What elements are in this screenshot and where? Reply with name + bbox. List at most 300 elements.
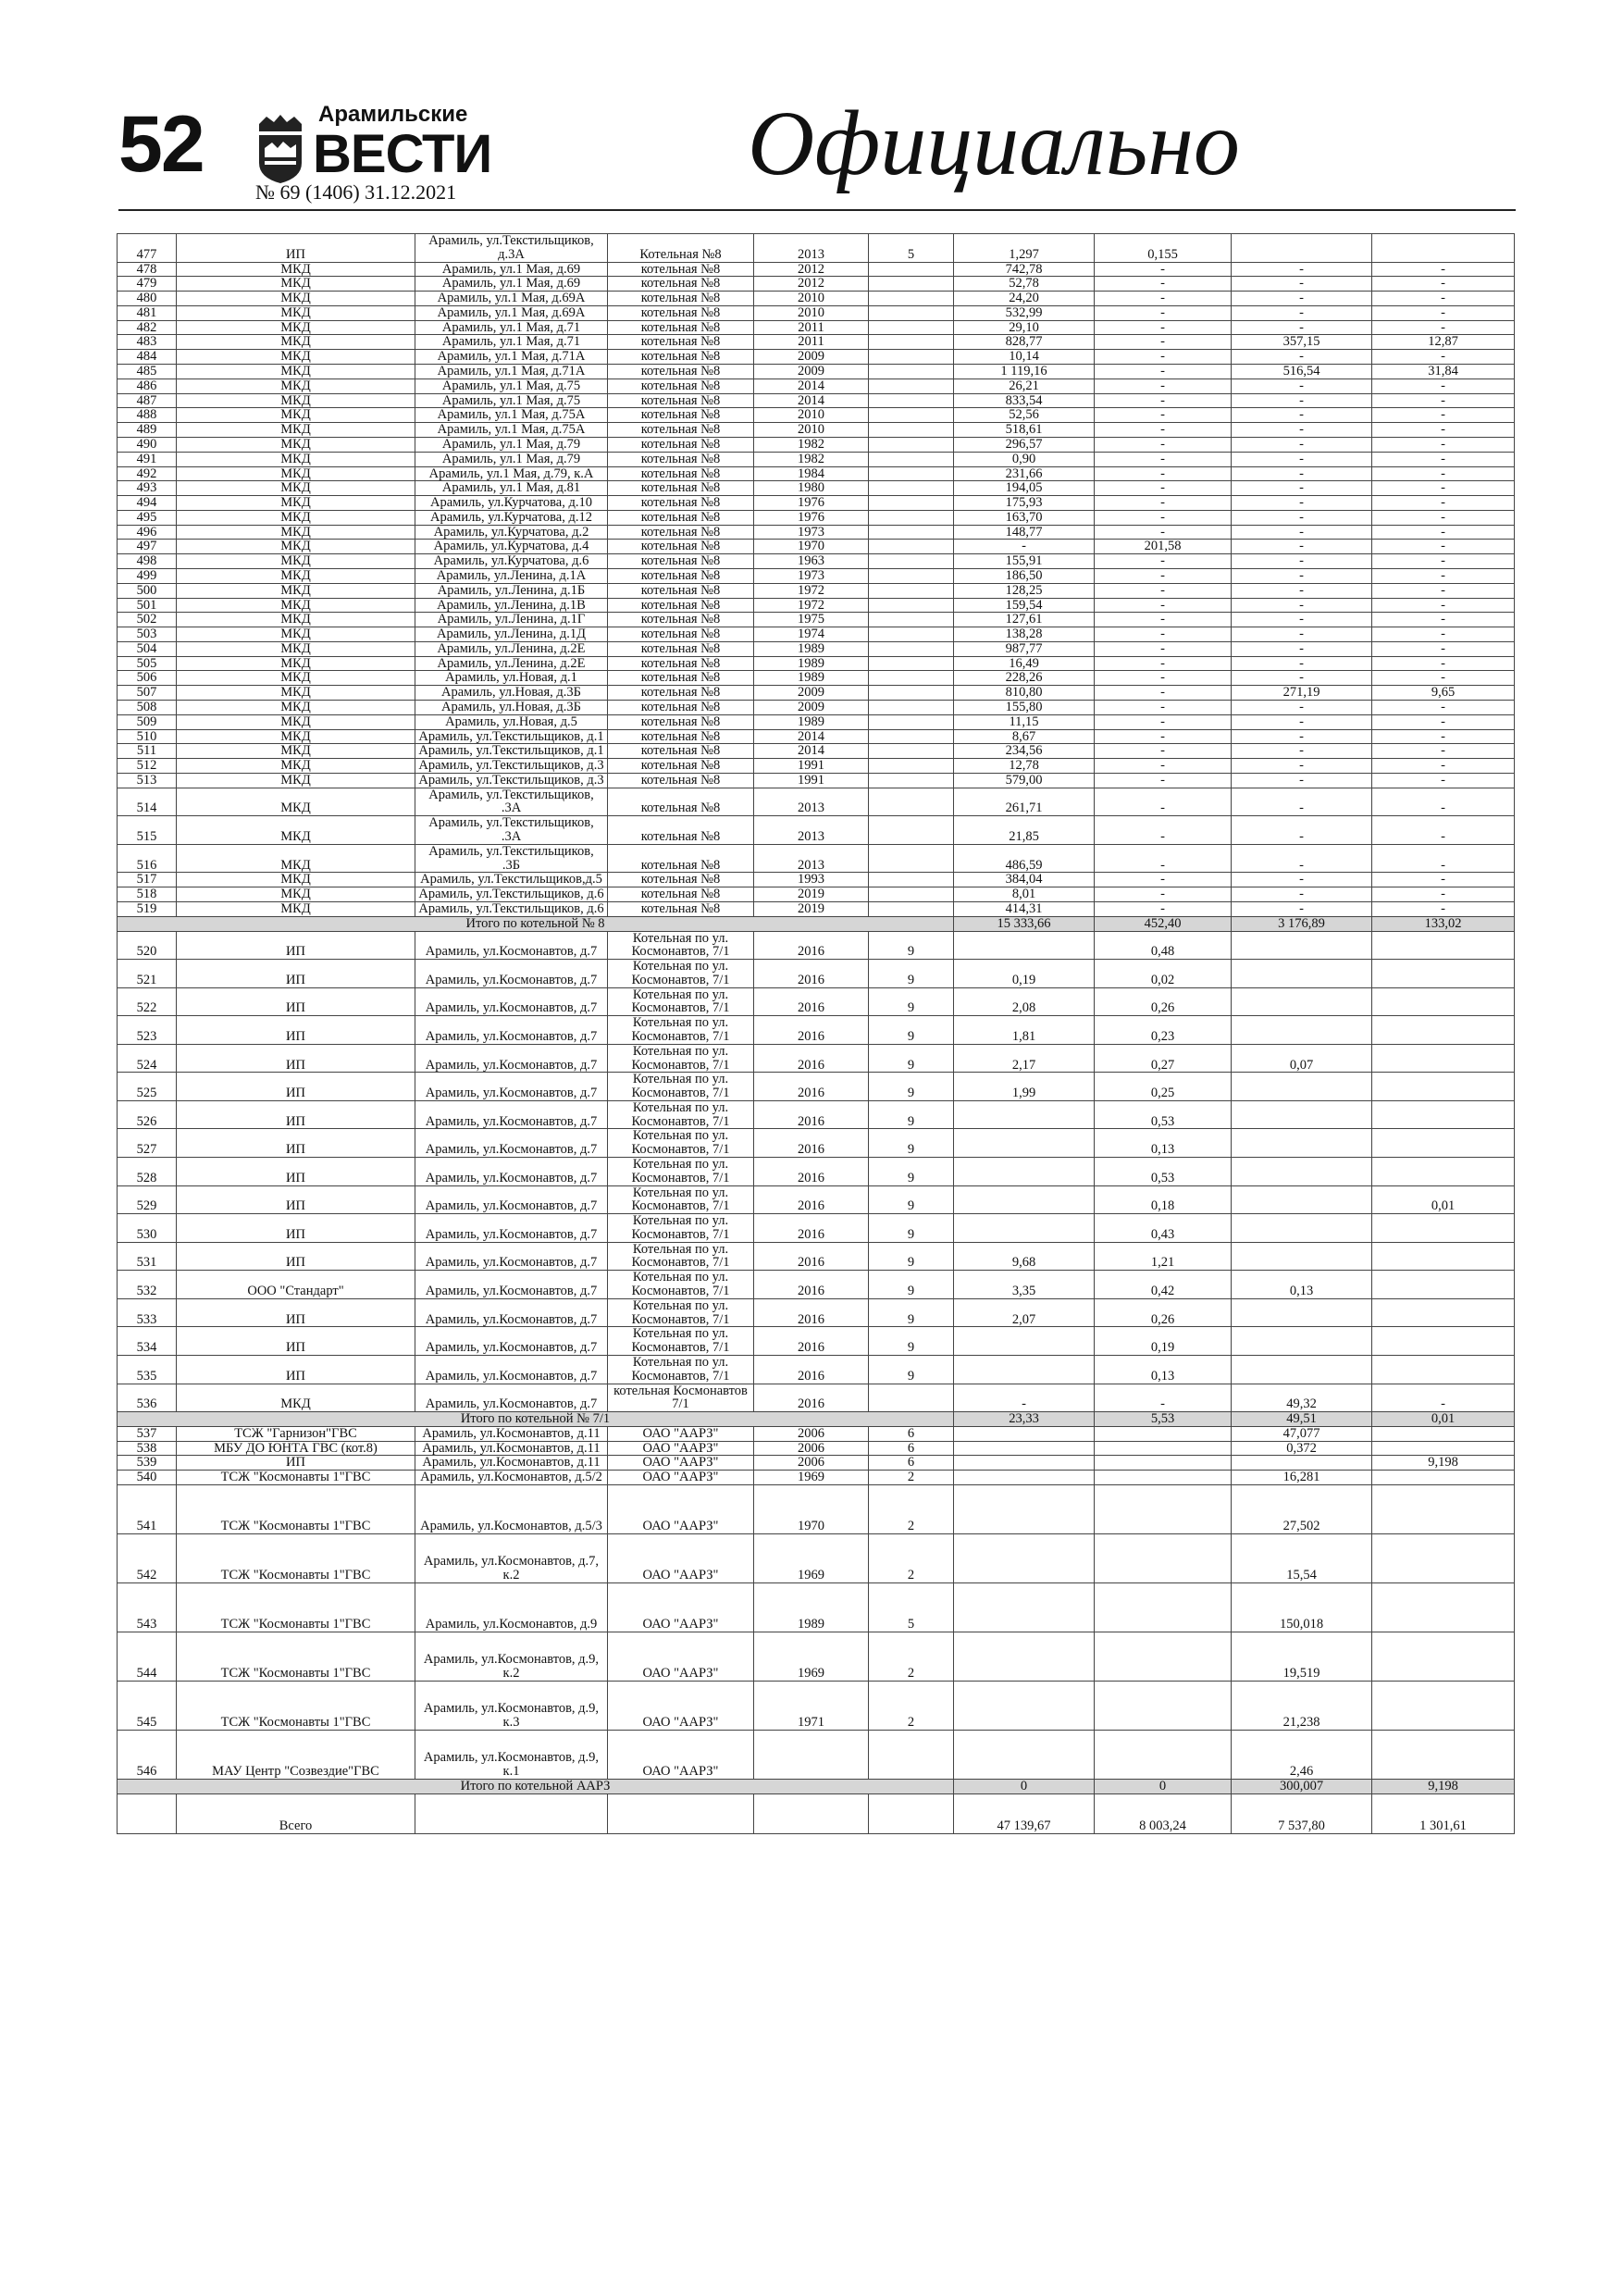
address: Арамиль, ул.Текстильщиков, д.6 <box>415 901 608 916</box>
floors <box>869 452 954 466</box>
value-1: 234,56 <box>954 744 1095 759</box>
floors <box>869 365 954 379</box>
table-row <box>118 701 1515 715</box>
table-row <box>118 423 1515 438</box>
year: 2014 <box>754 729 869 744</box>
address: Арамиль, ул.1 Мая, д.71 <box>415 335 608 350</box>
address: Арамиль, ул.1 Мая, д.69 <box>415 277 608 292</box>
value-3: - <box>1232 729 1372 744</box>
address: Арамиль, ул.Космонавтов, д.7 <box>415 1327 608 1356</box>
row-number: 500 <box>118 583 177 598</box>
address: Арамиль, ул.1 Мая, д.79 <box>415 452 608 466</box>
year: 1975 <box>754 613 869 627</box>
value-4: - <box>1372 568 1515 583</box>
value-1: 148,77 <box>954 525 1095 540</box>
year: 2016 <box>754 1214 869 1243</box>
address: Арамиль, ул.Текстильщиков, д.6 <box>415 887 608 902</box>
floors <box>869 568 954 583</box>
value-2: - <box>1095 554 1232 569</box>
value-3: - <box>1232 393 1372 408</box>
value-3: 19,519 <box>1232 1632 1372 1681</box>
heat-source: ОАО "ААРЗ" <box>608 1471 754 1485</box>
consumer-type: МКД <box>177 773 415 788</box>
row-number: 540 <box>118 1471 177 1485</box>
consumer-type: МКД <box>177 671 415 686</box>
value-1 <box>954 1185 1095 1214</box>
heat-source: котельная №8 <box>608 598 754 613</box>
row-number: 489 <box>118 423 177 438</box>
row-number: 525 <box>118 1073 177 1101</box>
value-2 <box>1095 1426 1232 1441</box>
address: Арамиль, ул.Космонавтов, д.7 <box>415 1355 608 1384</box>
value-2: 0,19 <box>1095 1327 1232 1356</box>
floors <box>869 773 954 788</box>
value-4 <box>1372 234 1515 263</box>
empty-cell <box>415 1793 608 1833</box>
value-4: - <box>1372 510 1515 525</box>
row-number: 477 <box>118 234 177 263</box>
year: 2009 <box>754 701 869 715</box>
value-3: - <box>1232 305 1372 320</box>
year: 1993 <box>754 873 869 887</box>
heat-source: котельная №8 <box>608 816 754 845</box>
value-3: - <box>1232 671 1372 686</box>
value-3 <box>1232 1242 1372 1271</box>
table-row <box>118 305 1515 320</box>
coat-of-arms-icon <box>255 111 305 185</box>
table-row <box>118 393 1515 408</box>
value-3: 27,502 <box>1232 1484 1372 1533</box>
value-1: 175,93 <box>954 496 1095 511</box>
value-4: - <box>1372 277 1515 292</box>
value-1: 518,61 <box>954 423 1095 438</box>
address: Арамиль, ул.Космонавтов, д.7 <box>415 1073 608 1101</box>
heat-source: котельная №8 <box>608 466 754 481</box>
value-3: - <box>1232 656 1372 671</box>
value-4: - <box>1372 305 1515 320</box>
table-row <box>118 262 1515 277</box>
value-1 <box>954 931 1095 960</box>
total-value-1: 0 <box>954 1779 1095 1793</box>
row-number: 532 <box>118 1271 177 1299</box>
table-row <box>118 671 1515 686</box>
value-4: - <box>1372 350 1515 365</box>
row-number: 508 <box>118 701 177 715</box>
address: Арамиль, ул.Текстильщиков, .3Б <box>415 844 608 873</box>
year: 2016 <box>754 1185 869 1214</box>
value-3: 21,238 <box>1232 1681 1372 1730</box>
value-4: - <box>1372 437 1515 452</box>
value-1: 384,04 <box>954 873 1095 887</box>
consumer-type: МКД <box>177 686 415 701</box>
brand-main: ВЕСТИ <box>313 124 492 184</box>
table-row <box>118 481 1515 496</box>
value-2: - <box>1095 788 1232 816</box>
heat-source: котельная №8 <box>608 320 754 335</box>
row-number: 511 <box>118 744 177 759</box>
value-4: - <box>1372 844 1515 873</box>
value-3: - <box>1232 701 1372 715</box>
row-number: 481 <box>118 305 177 320</box>
floors <box>869 656 954 671</box>
floors <box>869 525 954 540</box>
value-2: - <box>1095 701 1232 715</box>
value-2: - <box>1095 627 1232 642</box>
table-row <box>118 1582 1515 1632</box>
address: Арамиль, ул.Текстильщиков, д.3 <box>415 773 608 788</box>
value-4: - <box>1372 408 1515 423</box>
year: 1989 <box>754 671 869 686</box>
heat-source: Котельная №8 <box>608 234 754 263</box>
heat-source: Котельная по ул. Космонавтов, 7/1 <box>608 931 754 960</box>
floors <box>869 887 954 902</box>
value-3: - <box>1232 844 1372 873</box>
table-row <box>118 365 1515 379</box>
consumer-type: ТСЖ "Космонавты 1"ГВС <box>177 1582 415 1632</box>
value-4 <box>1372 1355 1515 1384</box>
address: Арамиль, ул.Ленина, д.1Д <box>415 627 608 642</box>
address: Арамиль, ул.Космонавтов, д.11 <box>415 1441 608 1456</box>
floors <box>869 844 954 873</box>
heat-source: Котельная по ул. Космонавтов, 7/1 <box>608 1100 754 1129</box>
value-1: 532,99 <box>954 305 1095 320</box>
value-4: - <box>1372 379 1515 393</box>
consumer-type: ИП <box>177 987 415 1016</box>
table-row <box>118 931 1515 960</box>
consumer-type: ИП <box>177 1242 415 1271</box>
heat-source: ОАО "ААРЗ" <box>608 1456 754 1471</box>
heat-source: Котельная по ул. Космонавтов, 7/1 <box>608 1129 754 1158</box>
value-4 <box>1372 1471 1515 1485</box>
consumer-type: МКД <box>177 816 415 845</box>
total-value-2: 5,53 <box>1095 1412 1232 1427</box>
value-2: - <box>1095 1384 1232 1412</box>
year: 1969 <box>754 1471 869 1485</box>
address: Арамиль, ул.Текстильщиков, д.3А <box>415 234 608 263</box>
year: 2019 <box>754 887 869 902</box>
address: Арамиль, ул.1 Мая, д.81 <box>415 481 608 496</box>
row-number: 509 <box>118 714 177 729</box>
heat-source: котельная Космонавтов 7/1 <box>608 1384 754 1412</box>
value-3: - <box>1232 714 1372 729</box>
consumer-type: МКД <box>177 540 415 554</box>
table-row <box>118 627 1515 642</box>
value-4 <box>1372 1100 1515 1129</box>
floors <box>869 788 954 816</box>
floors <box>869 598 954 613</box>
value-1: 10,14 <box>954 350 1095 365</box>
consumer-type: МКД <box>177 277 415 292</box>
value-1: 0,19 <box>954 960 1095 988</box>
value-4 <box>1372 1730 1515 1779</box>
value-2: - <box>1095 656 1232 671</box>
value-3: 0,13 <box>1232 1271 1372 1299</box>
year: 2011 <box>754 335 869 350</box>
value-1: 0,90 <box>954 452 1095 466</box>
address: Арамиль, ул.Космонавтов, д.7 <box>415 960 608 988</box>
year: 2006 <box>754 1441 869 1456</box>
value-2 <box>1095 1456 1232 1471</box>
value-3: - <box>1232 437 1372 452</box>
value-4: - <box>1372 701 1515 715</box>
heat-source: ОАО "ААРЗ" <box>608 1632 754 1681</box>
value-4: - <box>1372 452 1515 466</box>
value-4: - <box>1372 773 1515 788</box>
heat-source: котельная №8 <box>608 627 754 642</box>
table-row <box>118 1355 1515 1384</box>
value-4: - <box>1372 901 1515 916</box>
value-2: - <box>1095 277 1232 292</box>
floors <box>869 759 954 774</box>
value-1: 8,67 <box>954 729 1095 744</box>
floors <box>869 292 954 306</box>
floors: 9 <box>869 1129 954 1158</box>
grand-total-row <box>118 1793 1515 1833</box>
consumer-type: МКД <box>177 744 415 759</box>
floors <box>869 901 954 916</box>
row-number: 521 <box>118 960 177 988</box>
page-header <box>118 88 1516 208</box>
total-value-3: 49,51 <box>1232 1412 1372 1427</box>
value-3: - <box>1232 408 1372 423</box>
table-row <box>118 816 1515 845</box>
table-row <box>118 1158 1515 1186</box>
table-row <box>118 437 1515 452</box>
table-row <box>118 788 1515 816</box>
value-4: - <box>1372 873 1515 887</box>
row-number: 485 <box>118 365 177 379</box>
row-number: 510 <box>118 729 177 744</box>
heat-source: котельная №8 <box>608 496 754 511</box>
value-3: 0,07 <box>1232 1044 1372 1073</box>
table-row <box>118 583 1515 598</box>
consumer-type: ТСЖ "Космонавты 1"ГВС <box>177 1484 415 1533</box>
address: Арамиль, ул.Ленина, д.1В <box>415 598 608 613</box>
value-2: 0,53 <box>1095 1158 1232 1186</box>
value-1 <box>954 1533 1095 1582</box>
address: Арамиль, ул.1 Мая, д.69А <box>415 292 608 306</box>
consumer-type: МКД <box>177 466 415 481</box>
year: 2016 <box>754 1271 869 1299</box>
table-row <box>118 1426 1515 1441</box>
floors <box>869 540 954 554</box>
heat-source: ОАО "ААРЗ" <box>608 1730 754 1779</box>
table-row <box>118 554 1515 569</box>
consumer-type: МАУ Центр "Созвездие"ГВС <box>177 1730 415 1779</box>
value-3: 16,281 <box>1232 1471 1372 1485</box>
heat-source: Котельная по ул. Космонавтов, 7/1 <box>608 1016 754 1045</box>
value-3: 516,54 <box>1232 365 1372 379</box>
row-number: 493 <box>118 481 177 496</box>
table-row <box>118 1632 1515 1681</box>
year: 2016 <box>754 987 869 1016</box>
value-2: - <box>1095 423 1232 438</box>
total-value-1: 23,33 <box>954 1412 1095 1427</box>
value-4 <box>1372 1298 1515 1327</box>
value-1: 1,297 <box>954 234 1095 263</box>
address: Арамиль, ул.Космонавтов, д.7 <box>415 1158 608 1186</box>
table-row <box>118 714 1515 729</box>
heat-source: ОАО "ААРЗ" <box>608 1484 754 1533</box>
floors <box>869 583 954 598</box>
floors: 6 <box>869 1441 954 1456</box>
value-1: 194,05 <box>954 481 1095 496</box>
total-value-2: 452,40 <box>1095 916 1232 931</box>
value-3: 15,54 <box>1232 1533 1372 1582</box>
value-2: 0,26 <box>1095 987 1232 1016</box>
value-3: 2,46 <box>1232 1730 1372 1779</box>
value-2: - <box>1095 729 1232 744</box>
consumer-type: ТСЖ "Космонавты 1"ГВС <box>177 1533 415 1582</box>
value-2: - <box>1095 262 1232 277</box>
year: 1989 <box>754 656 869 671</box>
value-1: 1,81 <box>954 1016 1095 1045</box>
floors: 2 <box>869 1632 954 1681</box>
value-2: - <box>1095 773 1232 788</box>
consumer-type: ИП <box>177 1327 415 1356</box>
value-1: 16,49 <box>954 656 1095 671</box>
empty-cell <box>754 1793 869 1833</box>
consumer-type: ИП <box>177 1044 415 1073</box>
floors <box>869 437 954 452</box>
row-number: 515 <box>118 816 177 845</box>
value-4: - <box>1372 525 1515 540</box>
value-3: - <box>1232 379 1372 393</box>
total-value-1: 15 333,66 <box>954 916 1095 931</box>
value-1: 486,59 <box>954 844 1095 873</box>
value-4: - <box>1372 292 1515 306</box>
floors: 9 <box>869 1016 954 1045</box>
address: Арамиль, ул.Ленина, д.2Е <box>415 641 608 656</box>
year: 2019 <box>754 901 869 916</box>
year: 1972 <box>754 583 869 598</box>
row-number: 490 <box>118 437 177 452</box>
value-3 <box>1232 1456 1372 1471</box>
consumer-type: ИП <box>177 1185 415 1214</box>
heat-source: котельная №8 <box>608 277 754 292</box>
value-2: - <box>1095 873 1232 887</box>
consumer-type: МКД <box>177 292 415 306</box>
consumer-type: ИП <box>177 1298 415 1327</box>
value-3 <box>1232 1016 1372 1045</box>
row-number: 514 <box>118 788 177 816</box>
year: 1970 <box>754 1484 869 1533</box>
value-1: 987,77 <box>954 641 1095 656</box>
value-2 <box>1095 1681 1232 1730</box>
address: Арамиль, ул.Новая, д.3Б <box>415 686 608 701</box>
year: 2014 <box>754 744 869 759</box>
heat-source: котельная №8 <box>608 773 754 788</box>
value-4: 9,65 <box>1372 686 1515 701</box>
address: Арамиль, ул.Космонавтов, д.7 <box>415 1242 608 1271</box>
address: Арамиль, ул.1 Мая, д.79 <box>415 437 608 452</box>
address: Арамиль, ул.Космонавтов, д.9, к.1 <box>415 1730 608 1779</box>
year: 2013 <box>754 788 869 816</box>
value-3: - <box>1232 598 1372 613</box>
value-1: - <box>954 540 1095 554</box>
heat-source: котельная №8 <box>608 901 754 916</box>
consumer-type: ИП <box>177 1016 415 1045</box>
floors: 9 <box>869 987 954 1016</box>
floors <box>869 744 954 759</box>
address: Арамиль, ул.Космонавтов, д.11 <box>415 1456 608 1471</box>
total-value-1: 47 139,67 <box>954 1793 1095 1833</box>
value-2: - <box>1095 641 1232 656</box>
row-number: 504 <box>118 641 177 656</box>
value-4: 12,87 <box>1372 335 1515 350</box>
consumer-type: МКД <box>177 641 415 656</box>
value-2: - <box>1095 671 1232 686</box>
floors: 2 <box>869 1471 954 1485</box>
heat-source: Котельная по ул. Космонавтов, 7/1 <box>608 1242 754 1271</box>
value-1: 159,54 <box>954 598 1095 613</box>
floors <box>869 873 954 887</box>
table-row <box>118 1441 1515 1456</box>
row-number: 507 <box>118 686 177 701</box>
value-4: - <box>1372 598 1515 613</box>
address: Арамиль, ул.1 Мая, д.71 <box>415 320 608 335</box>
value-4: - <box>1372 320 1515 335</box>
value-2: - <box>1095 350 1232 365</box>
year: 1991 <box>754 759 869 774</box>
consumer-type: МКД <box>177 701 415 715</box>
value-2: - <box>1095 901 1232 916</box>
address: Арамиль, ул.Космонавтов, д.7 <box>415 931 608 960</box>
consumer-type: ТСЖ "Космонавты 1"ГВС <box>177 1471 415 1485</box>
row-number: 527 <box>118 1129 177 1158</box>
heat-source: котельная №8 <box>608 525 754 540</box>
value-1: 128,25 <box>954 583 1095 598</box>
year: 2006 <box>754 1456 869 1471</box>
total-value-4: 133,02 <box>1372 916 1515 931</box>
consumer-type: ИП <box>177 234 415 263</box>
table-row <box>118 350 1515 365</box>
consumer-type: МКД <box>177 554 415 569</box>
consumer-type: МКД <box>177 393 415 408</box>
floors: 9 <box>869 1044 954 1073</box>
floors <box>869 481 954 496</box>
value-2: - <box>1095 598 1232 613</box>
consumer-type: МКД <box>177 379 415 393</box>
empty-cell <box>118 1793 177 1833</box>
value-4 <box>1372 1484 1515 1533</box>
address: Арамиль, ул.Текстильщиков,д.5 <box>415 873 608 887</box>
address: Арамиль, ул.Космонавтов, д.5/3 <box>415 1484 608 1533</box>
consumer-type: МКД <box>177 423 415 438</box>
row-number: 530 <box>118 1214 177 1243</box>
floors: 2 <box>869 1681 954 1730</box>
table-row <box>118 1327 1515 1356</box>
row-number: 528 <box>118 1158 177 1186</box>
floors <box>869 423 954 438</box>
heat-source: Котельная по ул. Космонавтов, 7/1 <box>608 1185 754 1214</box>
floors: 9 <box>869 1185 954 1214</box>
value-4: - <box>1372 554 1515 569</box>
consumer-type: МКД <box>177 714 415 729</box>
value-2: - <box>1095 452 1232 466</box>
consumer-type: ИП <box>177 1158 415 1186</box>
heat-source: котельная №8 <box>608 583 754 598</box>
year: 2010 <box>754 408 869 423</box>
value-3: - <box>1232 423 1372 438</box>
value-3: - <box>1232 554 1372 569</box>
value-3: - <box>1232 816 1372 845</box>
table-row <box>118 1384 1515 1412</box>
address: Арамиль, ул.Текстильщиков, д.3 <box>415 759 608 774</box>
value-2: - <box>1095 393 1232 408</box>
value-4: - <box>1372 641 1515 656</box>
year: 1980 <box>754 481 869 496</box>
